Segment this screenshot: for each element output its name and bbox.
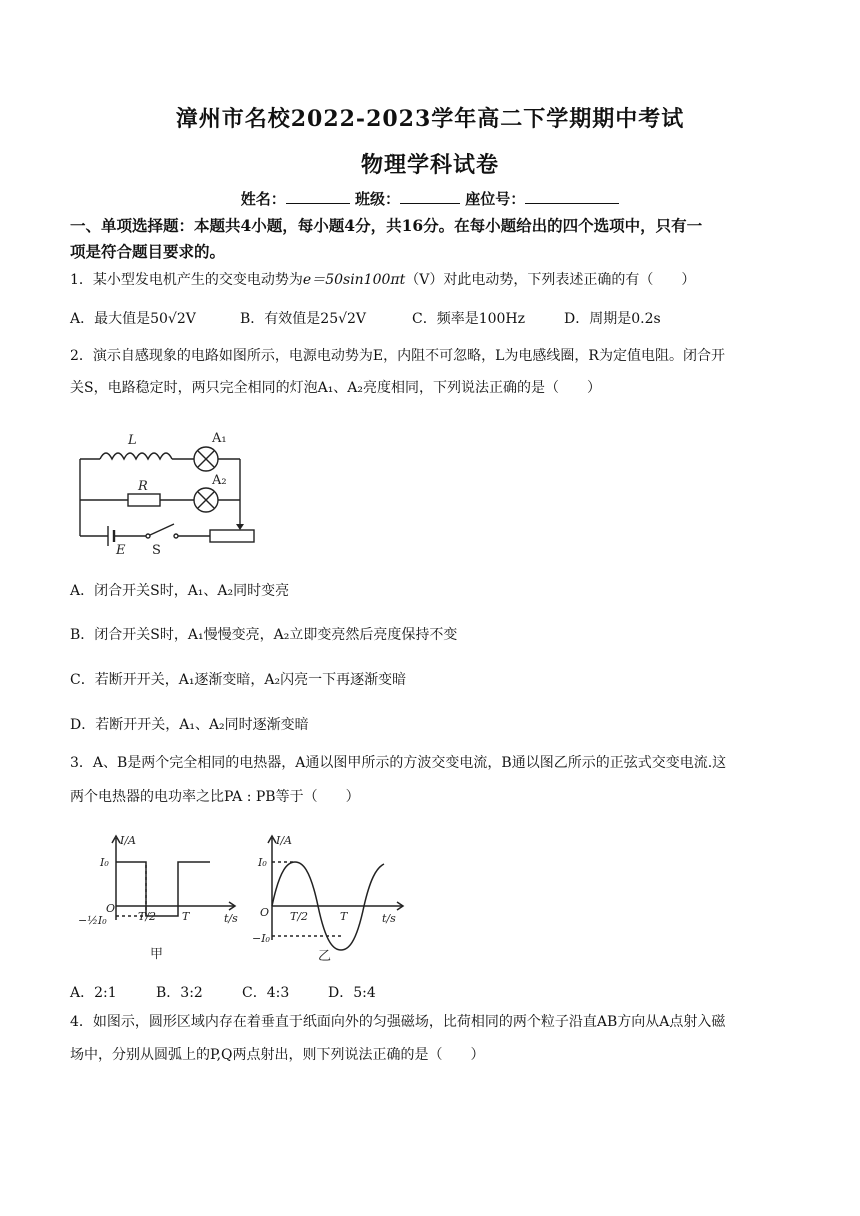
name-label: 姓名：: [240, 190, 286, 208]
fig-b-ylabel: I/A: [276, 834, 292, 847]
seat-label: 座位号：: [465, 190, 526, 208]
section-heading: [70, 213, 805, 265]
q3-option-c[interactable]: C．4:3: [242, 985, 290, 1001]
figure-square-wave: [76, 828, 246, 968]
fig-a-I0: I₀: [100, 856, 109, 869]
fig-b-neg: −I₀: [252, 932, 270, 945]
label-R: R: [138, 479, 148, 494]
class-blank[interactable]: [400, 189, 460, 204]
q2-option-b[interactable]: B．闭合开关S时，A₁慢慢变亮，A₂立即变亮然后亮度保持不变: [70, 627, 458, 643]
question-1-options: [70, 309, 805, 329]
fig-a-neg: −½I₀: [78, 914, 107, 927]
question-3-stem-line2: 两个电热器的电功率之比PA : PB等于（ ）: [70, 789, 360, 805]
fig-a-origin: O: [106, 902, 116, 915]
question-3-options: [70, 983, 805, 1003]
figure-sine-wave: [252, 828, 412, 968]
question-4-stem-line1: 4．如图示，圆形区域内存在着垂直于纸面向外的匀强磁场，比荷相同的两个粒子沿直AB方向从A点射入磁: [70, 1014, 726, 1030]
q3-option-b[interactable]: B．3:2: [156, 985, 203, 1001]
label-A2: A₂: [212, 473, 227, 488]
fig-a-caption: 甲: [150, 947, 164, 962]
question-2-stem-line2: 关S，电路稳定时，两只完全相同的灯泡A₁、A₂亮度相同，下列说法正确的是（ ）: [70, 380, 602, 396]
fig-a-halfT: T/2: [138, 910, 157, 923]
fig-b-xlabel: t/s: [382, 912, 396, 925]
q3-option-d[interactable]: D．5:4: [328, 985, 376, 1001]
label-E: E: [116, 543, 126, 556]
exam-title: 漳州市名校2022-2023学年高二下学期期中考试: [175, 106, 685, 132]
fig-b-caption: 乙: [318, 949, 332, 964]
label-L: L: [128, 433, 137, 448]
name-blank[interactable]: [286, 189, 350, 204]
q1-option-a[interactable]: A．最大值是50√2V: [70, 311, 196, 327]
fig-a-ylabel: I/A: [120, 834, 136, 847]
section-heading-line1: 一、单项选择题：本题共4小题，每小题4分，共16分。在每小题给出的四个选项中，只有一: [70, 216, 703, 235]
question-4-stem-line2: 场中，分别从圆弧上的P,Q两点射出，则下列说法正确的是（ ）: [70, 1047, 485, 1063]
q3-option-a[interactable]: A．2:1: [70, 985, 117, 1001]
fig-a-T: T: [182, 910, 190, 923]
q2-option-a[interactable]: A．闭合开关S时，A₁、A₂同时变亮: [70, 583, 290, 599]
q1-stem-pre: 1．某小型发电机产生的交变电动势为: [70, 272, 303, 288]
fig-a-xlabel: t/s: [224, 912, 238, 925]
q2-option-d[interactable]: D．若断开开关，A₁、A₂同时逐渐变暗: [70, 717, 309, 733]
circuit-diagram: [70, 426, 260, 556]
q1-option-c[interactable]: C．频率是100Hz: [412, 311, 526, 327]
label-S: S: [152, 543, 161, 556]
seat-blank[interactable]: [525, 189, 619, 204]
q1-option-b[interactable]: B．有效值是25√2V: [240, 311, 367, 327]
question-3-stem-line1: 3．A、B是两个完全相同的电热器，A通以图甲所示的方波交变电流，B通以图乙所示的正弦式交变电流.这: [70, 755, 727, 771]
label-A1: A₁: [212, 431, 227, 446]
section-heading-line2: 项是符合题目要求的。: [70, 242, 226, 261]
fig-b-T: T: [340, 910, 348, 923]
question-2-stem-line1: 2．演示自感现象的电路如图所示，电源电动势为E，内阻不可忽略，L为电感线圈，R为定值电阻。闭合开: [70, 348, 725, 364]
fig-b-halfT: T/2: [290, 910, 309, 923]
fig-b-I0: I₀: [258, 856, 267, 869]
q1-option-d[interactable]: D．周期是0.2s: [564, 311, 661, 327]
q1-formula: e＝50sin100πt: [302, 272, 406, 288]
question-1-stem: [70, 270, 805, 290]
fig-b-origin: O: [260, 906, 270, 919]
student-info-line: [0, 188, 860, 209]
q2-option-c[interactable]: C．若断开开关，A₁逐渐变暗，A₂闪亮一下再逐渐变暗: [70, 672, 407, 688]
exam-subtitle: 物理学科试卷: [360, 152, 499, 178]
q1-stem-post: （V）对此电动势，下列表述正确的有（ ）: [405, 272, 696, 288]
class-label: 班级：: [354, 190, 400, 208]
